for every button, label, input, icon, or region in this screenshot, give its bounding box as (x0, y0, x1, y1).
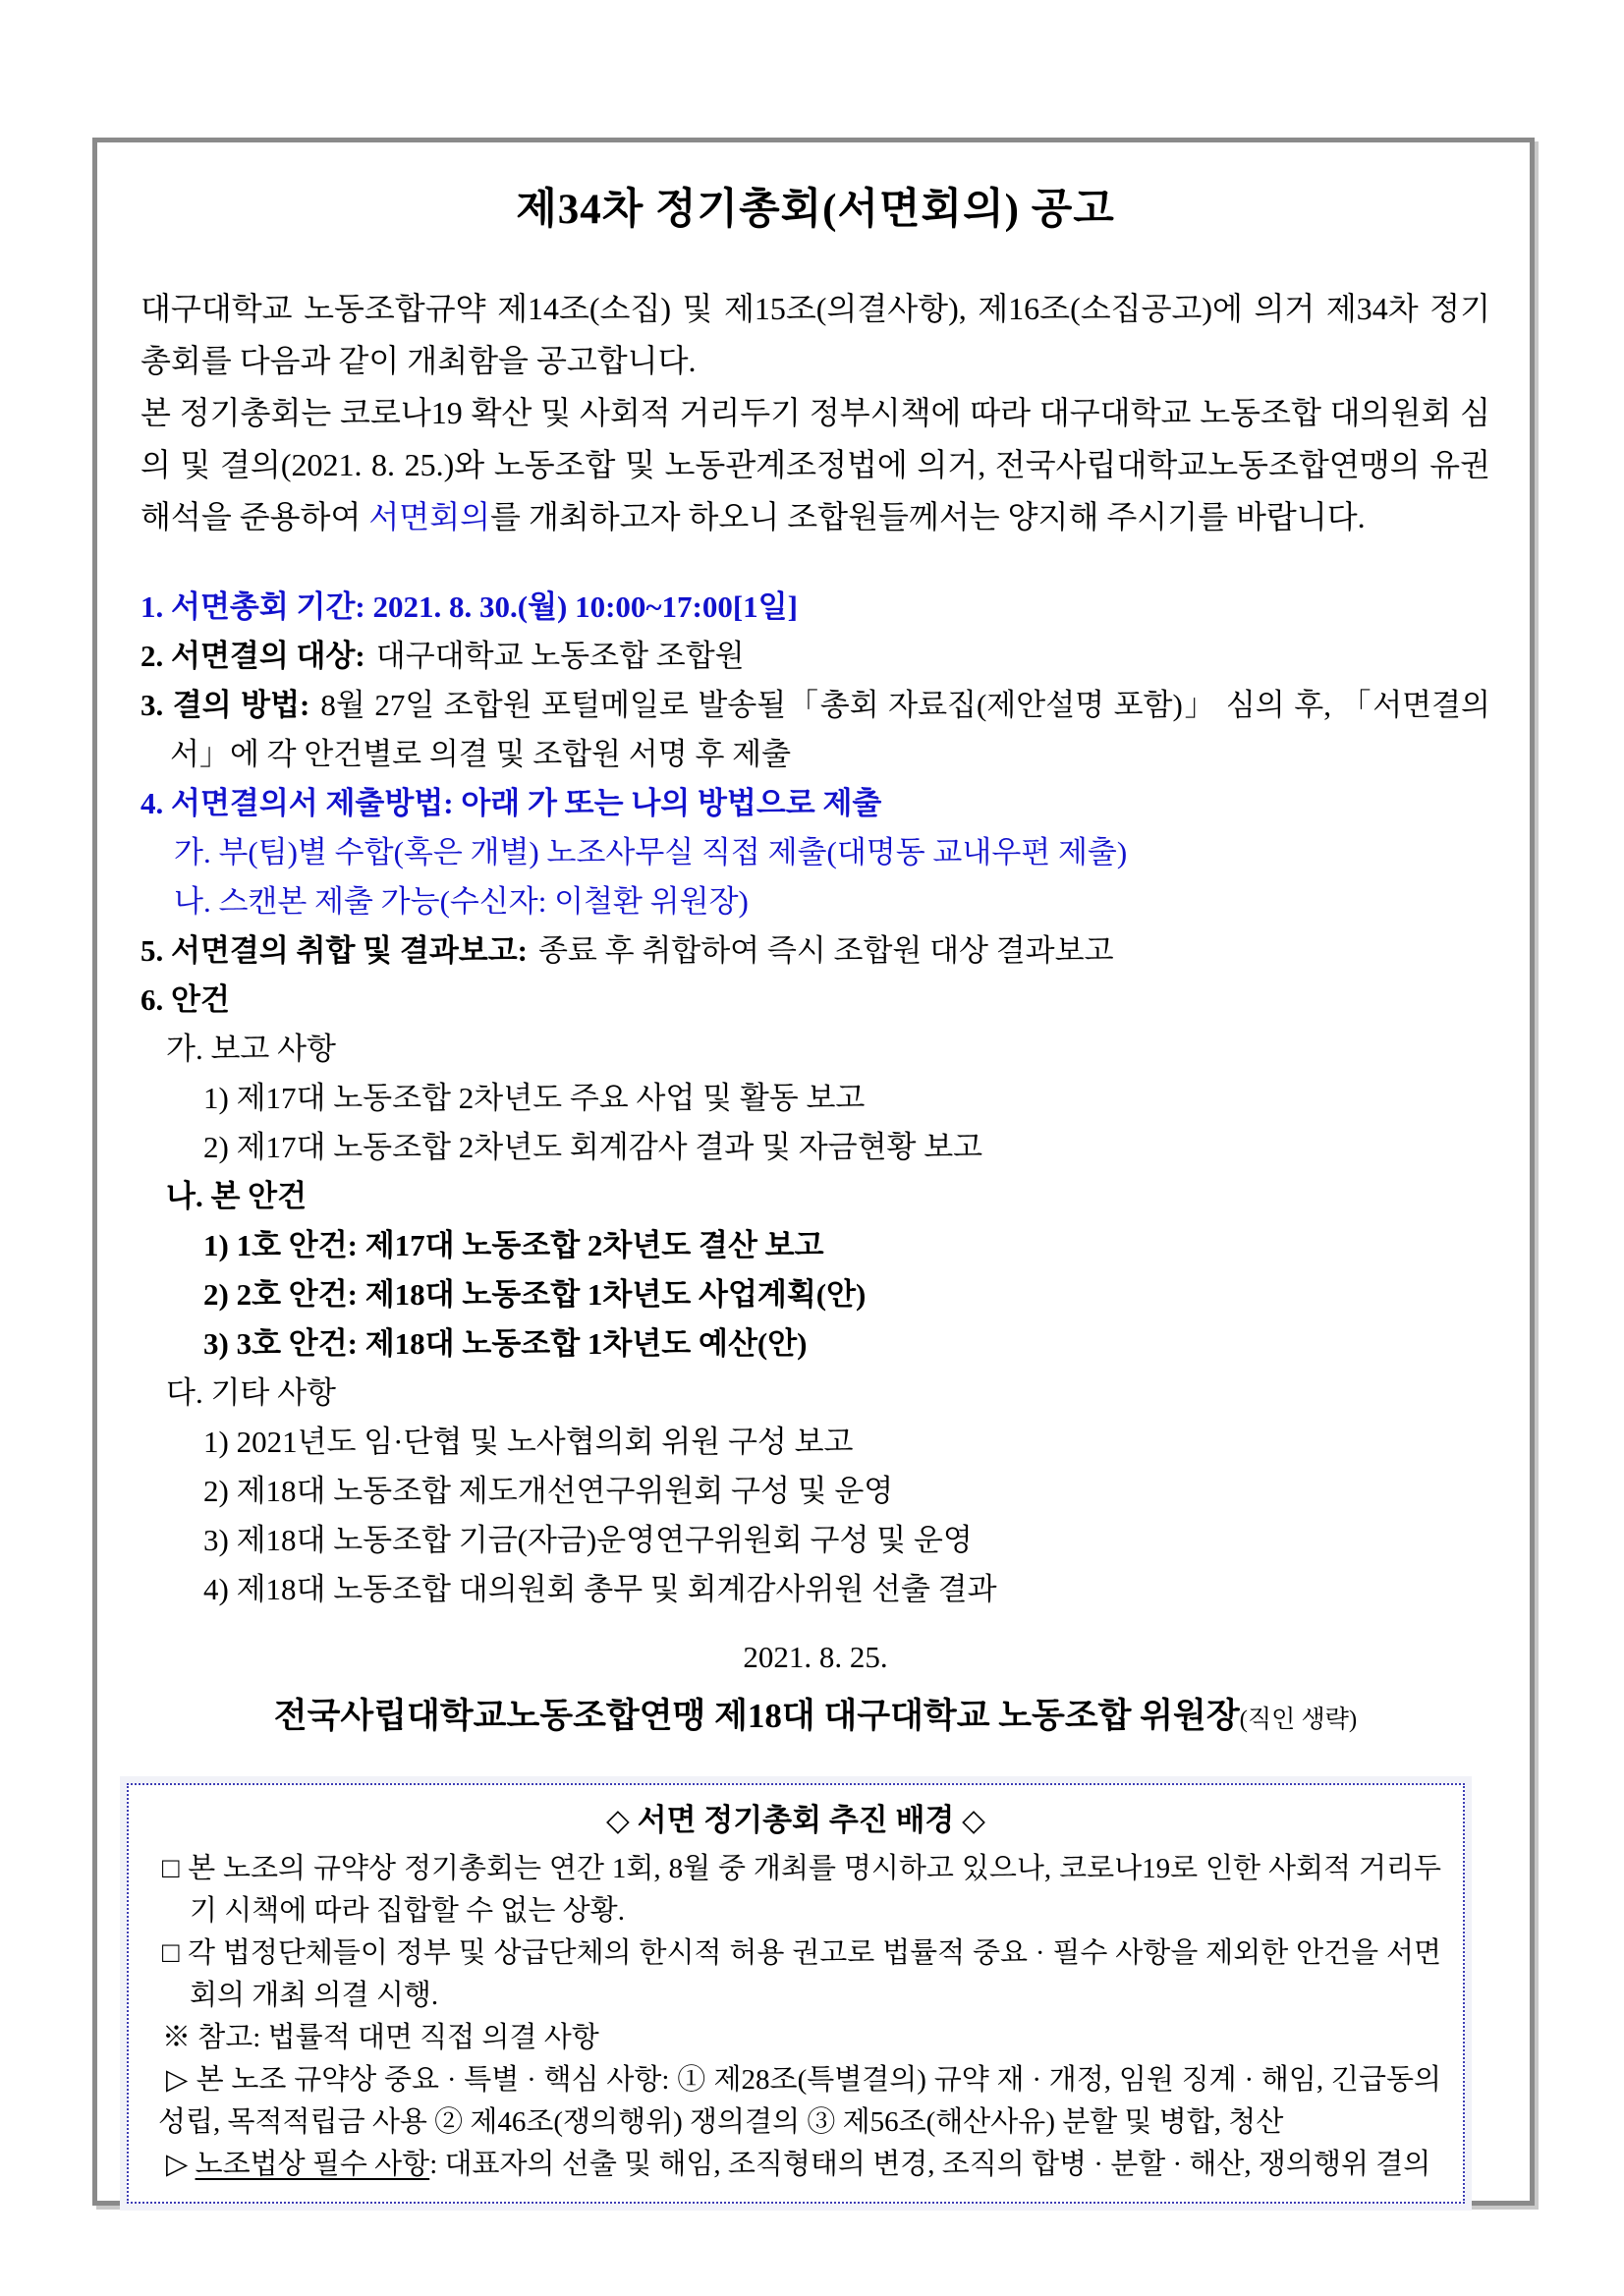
written-meeting-highlight: 서면회의 (368, 499, 491, 534)
list-item-submit-option-na: 나. 스캔본 제출 가능(수신자: 이철환 위원장) (174, 884, 749, 919)
agenda-report-item: 1) 제17대 노동조합 2차년도 주요 사업 및 활동 보고 (203, 1081, 866, 1115)
list-item-submit: 4. 서면결의서 제출방법: 아래 가 또는 나의 방법으로 제출 (140, 786, 882, 820)
detail-2-marker: ▷ (166, 2149, 196, 2180)
background-box-item-1: □ 본 노조의 규약상 정기총회는 연간 1회, 8월 중 개최를 명시하고 있으나, 코로나19로 인한 사회적 거리두기 시책에 따라 집합할 수 없는 상황. (162, 1853, 1441, 1927)
agenda-etc-item: 3) 제18대 노동조합 기금(자금)운영연구위원회 구성 및 운영 (203, 1523, 973, 1557)
agenda-report-item: 2) 제17대 노동조합 2차년도 회계감사 결과 및 자금현황 보고 (203, 1130, 983, 1164)
page-title: 제34차 정기총회(서면회의) 공고 (516, 187, 1115, 233)
intro-paragraph-2 (140, 387, 1490, 543)
list-item-period: 1. 서면총회 기간: 2021. 8. 30.(월) 10:00~17:00[1일] (140, 589, 798, 624)
list-item-method-label: 3. 결의 방법: (140, 688, 310, 722)
list-item-submit-option-ga: 가. 부(팀)별 수합(혹은 개별) 노조사무실 직접 제출(대명동 교내우편 제출) (174, 835, 1128, 869)
agenda-main-item: 2) 2호 안건: 제18대 노동조합 1차년도 사업계획(안) (203, 1277, 867, 1312)
list-item-result-text: 종료 후 취합하여 즉시 조합원 대상 결과보고 (537, 933, 1114, 968)
signature-line (140, 1689, 1490, 1738)
agenda-etc-item: 2) 제18대 노동조합 제도개선연구위원회 구성 및 운영 (203, 1474, 894, 1508)
list-item-result (140, 926, 1490, 976)
intro-paragraph-2-tail: 를 개최하고자 하오니 조합원들께서는 양지해 주시기를 바랍니다. (490, 499, 1366, 534)
closing-date: 2021. 8. 25. (743, 1640, 888, 1674)
list-item-method-text: 8월 27일 조합원 포털메일로 발송될「총회 자료집(제안설명 포함)」 심의 후, 「서면결의서」에 각 안건별로 의결 및 조합원 서명 후 제출 (170, 688, 1490, 771)
background-box-heading: ◇ 서면 정기총회 추진 배경 ◇ (606, 1803, 985, 1837)
list-item-method (140, 681, 1490, 779)
background-box-detail-1: ▷ 본 노조 규약상 중요 · 특별 · 핵심 사항: ① 제28조(특별결의) 규약 재 · 개정, 임원 징계 · 해임, 긴급동의 성립, 목적적립금 사용 ② 제46조(쟁의행위) 쟁의결의 ③ 제56조(해산사유) 분할 및 병합, 청산 (158, 2064, 1441, 2138)
agenda-etc-head: 다. 기타 사항 (166, 1375, 336, 1410)
signature-note: (직인 생략) (1239, 1707, 1358, 1733)
agenda-main-item: 3) 3호 안건: 제18대 노동조합 1차년도 예산(안) (203, 1326, 808, 1361)
list-item-target-text: 대구대학교 노동조합 조합원 (375, 639, 745, 673)
list-item-agenda: 6. 안건 (140, 982, 230, 1017)
background-box-item-2: □ 각 법정단체들이 정부 및 상급단체의 한시적 허용 권고로 법률적 중요 · 필수 사항을 제외한 안건을 서면회의 개최 의결 시행. (162, 1937, 1441, 2011)
background-box (127, 1783, 1465, 2204)
intro-section (140, 283, 1490, 543)
background-box-note: ※ 참고: 법률적 대면 직접 의결 사항 (162, 2022, 599, 2053)
intro-paragraph-2-text: 본 정기총회는 코로나19 확산 및 사회적 거리두기 정부시책에 따라 대구대학교 노동조합 대의원회 심의 및 결의(2021. 8. 25.)와 노동조합 및 노동관계조정법에 의거, 전국사립대학교노동조합연맹의 유권해석을 준용하여 (140, 395, 1490, 534)
detail-2-underlined: 노조법상 필수 사항 (195, 2149, 430, 2180)
intro-paragraph-1: 대구대학교 노동조합규약 제14조(소집) 및 제15조(의결사항), 제16조(소집공고)에 의거 제34차 정기총회를 다음과 같이 개최함을 공고합니다. (140, 291, 1490, 378)
list-item-target (140, 632, 1490, 681)
agenda-main-item: 1) 1호 안건: 제17대 노동조합 2차년도 결산 보고 (203, 1228, 824, 1262)
list-item-result-label: 5. 서면결의 취합 및 결과보고: (140, 933, 528, 968)
agenda-etc-item: 4) 제18대 노동조합 대의원회 총무 및 회계감사위원 선출 결과 (203, 1572, 997, 1606)
signature-text: 전국사립대학교노동조합연맹 제18대 대구대학교 노동조합 위원장 (273, 1697, 1240, 1735)
agenda-etc-item: 1) 2021년도 임·단협 및 노사협의회 위원 구성 보고 (203, 1425, 854, 1459)
agenda-report-head: 가. 보고 사항 (166, 1032, 336, 1066)
agenda-main-head: 나. 본 안건 (166, 1179, 308, 1213)
document-frame (92, 138, 1535, 2206)
background-box-detail-2 (150, 2144, 1441, 2186)
detail-2-text: : 대표자의 선출 및 해임, 조직형태의 변경, 조직의 합병 · 분할 · 해산, 쟁의행위 결의 (429, 2149, 1431, 2180)
list-item-target-label: 2. 서면결의 대상: (140, 639, 365, 673)
notice-list (140, 583, 1490, 1614)
